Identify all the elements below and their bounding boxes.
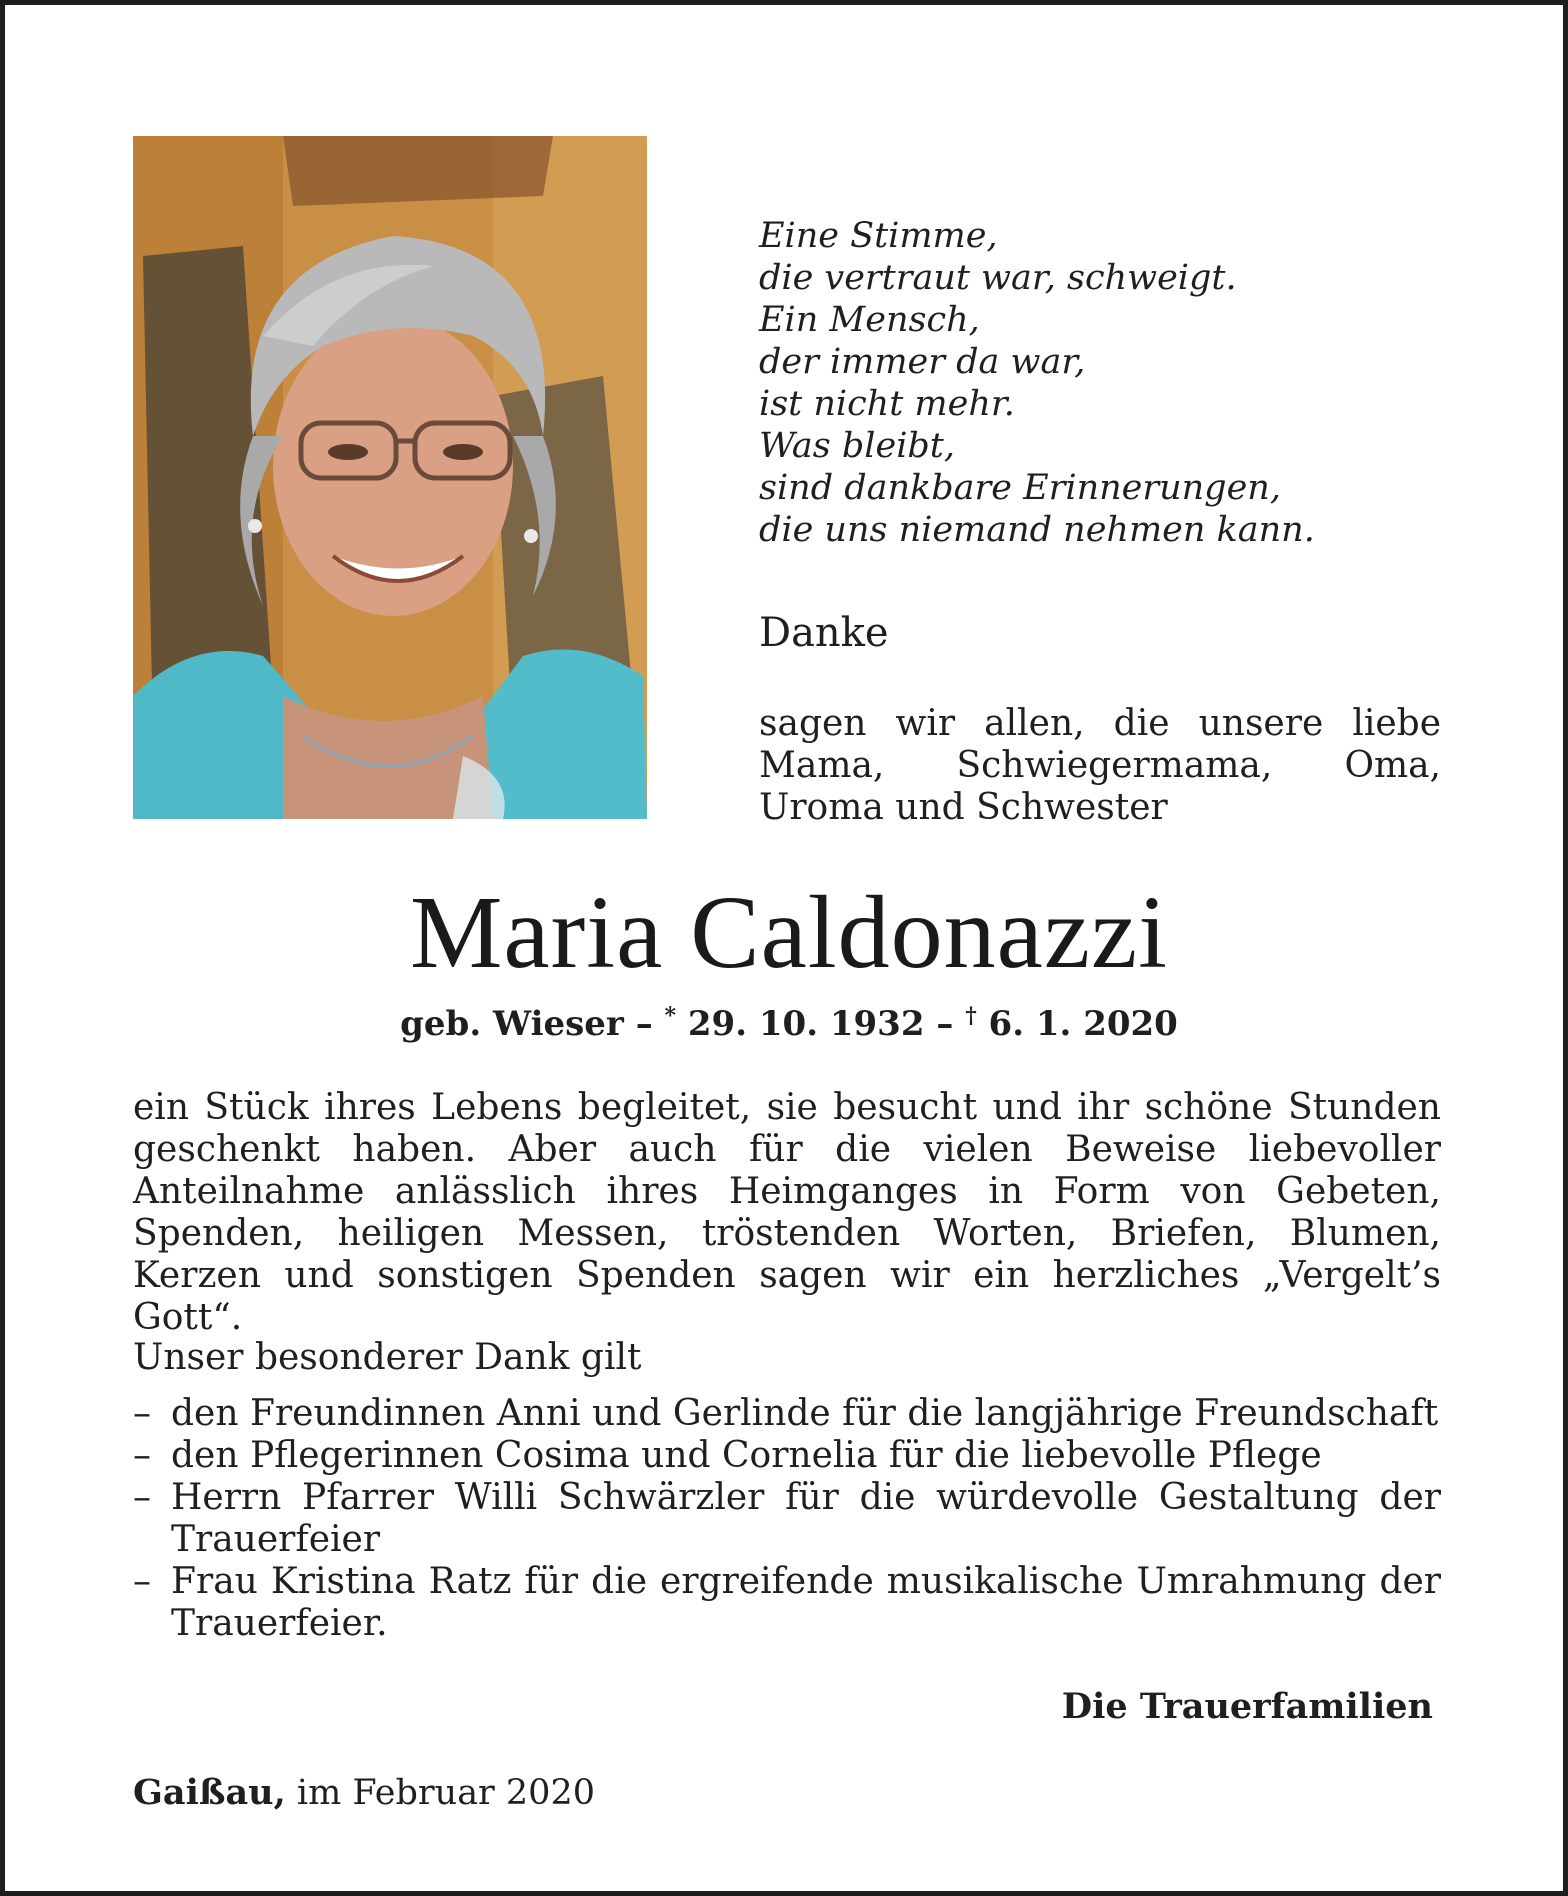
- intro-text: sagen wir allen, die unsere liebe Mama, Schwiegermama, Oma, Uroma und Schwester: [759, 703, 1441, 828]
- signature: Die Trauerfamilien: [1061, 1686, 1433, 1727]
- poem-line: die vertraut war, schweigt.: [759, 258, 1237, 298]
- list-item: [133, 1393, 1441, 1435]
- separator: –: [635, 1004, 653, 1044]
- poem-line: der immer da war,: [759, 342, 1086, 382]
- portrait-photo: [133, 136, 647, 819]
- special-thanks-list: [133, 1393, 1441, 1645]
- thanks-heading: Danke: [759, 610, 889, 656]
- list-item: [133, 1477, 1441, 1561]
- poem-line: die uns niemand nehmen kann.: [759, 510, 1315, 550]
- body-text: ein Stück ihres Lebens begleitet, sie besucht und ihr schöne Stunden geschenkt haben. Aber auch für die vielen Beweise liebevoller Anteilnahme anlässlich ihres Heimganges in Form von Gebeten, Spenden, heiligen Messen, tröstenden Worten, Briefen, Blumen, Kerzen und sonstigen Spenden sagen wir ein herzliches „Vergelt’s Gott“.: [133, 1087, 1441, 1338]
- death-symbol: †: [965, 1003, 977, 1029]
- birth-date: 29. 10. 1932: [687, 1004, 925, 1044]
- dash-bullet: –: [133, 1477, 151, 1518]
- dash-bullet: –: [133, 1393, 151, 1434]
- separator: –: [936, 1004, 954, 1044]
- poem-line: Eine Stimme,: [759, 216, 998, 256]
- special-thanks-heading: Unser besonderer Dank gilt: [133, 1337, 642, 1378]
- dash-bullet: –: [133, 1435, 151, 1476]
- life-dates: [5, 1001, 1568, 1047]
- list-item: [133, 1435, 1441, 1477]
- list-item: [133, 1561, 1441, 1645]
- notice-date: im Februar 2020: [296, 1773, 595, 1813]
- place-and-date: [133, 1771, 595, 1815]
- place-name: Gaißau,: [133, 1772, 286, 1813]
- portrait-illustration: [133, 136, 647, 819]
- poem-line: Ein Mensch,: [759, 300, 980, 340]
- list-item-text: Herrn Pfarrer Willi Schwärzler für die würdevolle Gestaltung der Trauerfeier: [171, 1477, 1441, 1560]
- birth-name: geb. Wieser: [400, 1004, 624, 1044]
- dash-bullet: –: [133, 1561, 151, 1602]
- deceased-name: Maria Caldonazzi: [409, 875, 1169, 990]
- poem-line: Was bleibt,: [759, 426, 955, 466]
- poem: [759, 215, 1315, 551]
- list-item-text: Frau Kristina Ratz für die ergreifende musikalische Umrahmung der Trauerfeier.: [171, 1561, 1441, 1644]
- death-date: 6. 1. 2020: [988, 1004, 1178, 1044]
- list-item-text: den Freundinnen Anni und Gerlinde für die langjährige Freundschaft: [171, 1393, 1439, 1434]
- poem-line: ist nicht mehr.: [759, 384, 1015, 424]
- poem-line: sind dankbare Erinnerungen,: [759, 468, 1281, 508]
- birth-symbol: *: [664, 1003, 677, 1029]
- list-item-text: den Pflegerinnen Cosima und Cornelia für die liebevolle Pflege: [171, 1435, 1322, 1476]
